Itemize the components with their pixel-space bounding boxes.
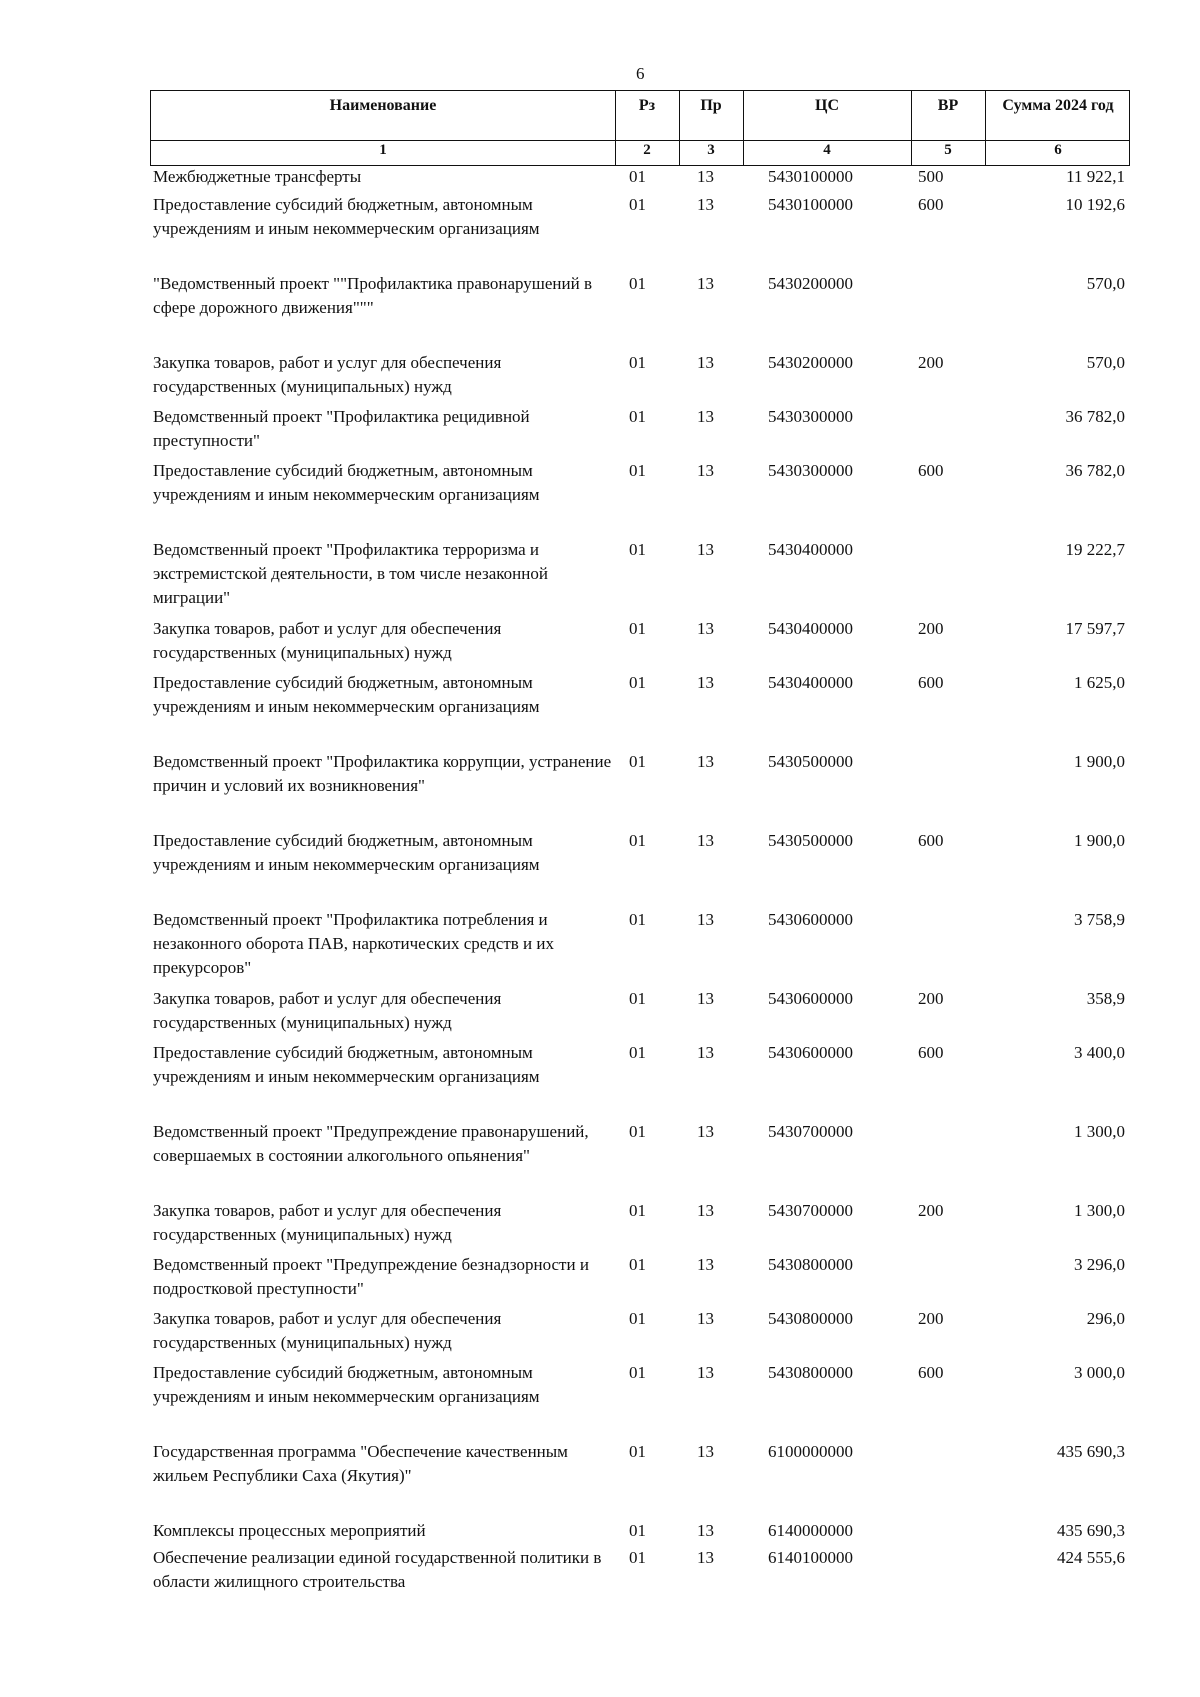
row-name: Ведомственный проект "Профилактика коррупции, устранение причин и условий их возникновения" (153, 752, 612, 795)
row-pr: 13 (697, 1201, 714, 1220)
row-rz: 01 (629, 831, 646, 850)
row-pr: 13 (697, 831, 714, 850)
row-cs: 5430500000 (768, 831, 853, 850)
row-vr: 600 (918, 1043, 944, 1062)
row-name: Предоставление субсидий бюджетным, автономным учреждениям и иным некоммерческим организациям (153, 673, 540, 716)
row-vr: 200 (918, 1309, 944, 1328)
row-rz: 01 (629, 752, 646, 771)
row-rz: 01 (629, 1521, 646, 1540)
row-sum: 296,0 (1086, 1309, 1125, 1328)
row-name: Предоставление субсидий бюджетным, автономным учреждениям и иным некоммерческим организациям (153, 461, 540, 504)
row-cs: 5430300000 (768, 407, 853, 426)
row-rz: 01 (629, 407, 646, 426)
row-pr: 13 (697, 1043, 714, 1062)
row-pr: 13 (697, 195, 714, 214)
row-rz: 01 (629, 167, 646, 186)
row-name: Закупка товаров, работ и услуг для обеспечения государственных (муниципальных) нужд (153, 1309, 502, 1352)
row-vr: 600 (918, 461, 944, 480)
row-sum: 435 690,3 (1057, 1442, 1125, 1461)
row-sum: 17 597,7 (1065, 619, 1125, 638)
header-num-1: 1 (379, 142, 387, 158)
row-name: Закупка товаров, работ и услуг для обеспечения государственных (муниципальных) нужд (153, 619, 502, 662)
row-cs: 5430800000 (768, 1363, 853, 1382)
row-name: Закупка товаров, работ и услуг для обеспечения государственных (муниципальных) нужд (153, 353, 502, 396)
row-pr: 13 (697, 274, 714, 293)
row-rz: 01 (629, 274, 646, 293)
row-vr: 200 (918, 1201, 944, 1220)
header-num-3: 3 (707, 142, 715, 158)
header-vr: ВР (937, 97, 959, 114)
row-sum: 435 690,3 (1057, 1521, 1125, 1540)
row-name: Государственная программа "Обеспечение качественным жильем Республики Саха (Якутия)" (153, 1442, 568, 1485)
row-cs: 5430700000 (768, 1122, 853, 1141)
row-cs: 5430300000 (768, 461, 853, 480)
row-cs: 5430600000 (768, 1043, 853, 1062)
header-num-5: 5 (944, 142, 952, 158)
row-vr: 600 (918, 673, 944, 692)
row-rz: 01 (629, 461, 646, 480)
row-pr: 13 (697, 1521, 714, 1540)
header-num-6: 6 (1054, 142, 1062, 158)
row-rz: 01 (629, 673, 646, 692)
row-name: Предоставление субсидий бюджетным, автономным учреждениям и иным некоммерческим организациям (153, 831, 540, 874)
row-pr: 13 (697, 1255, 714, 1274)
row-vr: 600 (918, 195, 944, 214)
row-cs: 5430400000 (768, 673, 853, 692)
row-sum: 3 000,0 (1074, 1363, 1125, 1382)
row-cs: 6100000000 (768, 1442, 853, 1461)
row-sum: 36 782,0 (1065, 461, 1125, 480)
row-cs: 6140000000 (768, 1521, 853, 1540)
row-cs: 5430100000 (768, 195, 853, 214)
row-pr: 13 (697, 619, 714, 638)
row-cs: 5430700000 (768, 1201, 853, 1220)
header-divider (151, 140, 1129, 141)
row-sum: 358,9 (1086, 989, 1125, 1008)
header-rz: Рз (638, 97, 656, 114)
row-pr: 13 (697, 673, 714, 692)
row-cs: 5430400000 (768, 540, 853, 559)
row-sum: 10 192,6 (1065, 195, 1125, 214)
row-pr: 13 (697, 1442, 714, 1461)
row-sum: 3 296,0 (1074, 1255, 1125, 1274)
row-sum: 570,0 (1086, 353, 1125, 372)
row-name: Ведомственный проект "Предупреждение безнадзорности и подростковой преступности" (153, 1255, 589, 1298)
row-name: Закупка товаров, работ и услуг для обеспечения государственных (муниципальных) нужд (153, 1201, 502, 1244)
header-num-4: 4 (823, 142, 831, 158)
row-name: Ведомственный проект "Профилактика терроризма и экстремистской деятельности, в том числе незаконной миграции" (153, 540, 548, 607)
row-name: Предоставление субсидий бюджетным, автономным учреждениям и иным некоммерческим организациям (153, 1043, 540, 1086)
row-cs: 5430200000 (768, 274, 853, 293)
row-rz: 01 (629, 1255, 646, 1274)
row-sum: 1 900,0 (1074, 752, 1125, 771)
row-pr: 13 (697, 1548, 714, 1567)
row-pr: 13 (697, 752, 714, 771)
row-rz: 01 (629, 1043, 646, 1062)
row-pr: 13 (697, 540, 714, 559)
header-cs: ЦС (815, 97, 839, 114)
row-name: Обеспечение реализации единой государственной политики в области жилищного строительства (153, 1548, 602, 1591)
row-rz: 01 (629, 353, 646, 372)
row-vr: 200 (918, 619, 944, 638)
row-rz: 01 (629, 910, 646, 929)
row-vr: 600 (918, 831, 944, 850)
row-cs: 5430800000 (768, 1255, 853, 1274)
row-sum: 570,0 (1086, 274, 1125, 293)
row-sum: 1 900,0 (1074, 831, 1125, 850)
row-sum: 3 758,9 (1074, 910, 1125, 929)
row-sum: 1 625,0 (1074, 673, 1125, 692)
row-sum: 3 400,0 (1074, 1043, 1125, 1062)
row-pr: 13 (697, 910, 714, 929)
row-rz: 01 (629, 1548, 646, 1567)
row-rz: 01 (629, 1309, 646, 1328)
page-number: 6 (636, 64, 645, 83)
row-sum: 19 222,7 (1065, 540, 1125, 559)
header-pr: Пр (700, 97, 722, 114)
row-name: Ведомственный проект "Предупреждение правонарушений, совершаемых в состоянии алкогольного опьянения" (153, 1122, 589, 1165)
row-rz: 01 (629, 195, 646, 214)
row-name: Закупка товаров, работ и услуг для обеспечения государственных (муниципальных) нужд (153, 989, 502, 1032)
row-pr: 13 (697, 461, 714, 480)
row-cs: 5430600000 (768, 989, 853, 1008)
header-num-2: 2 (643, 142, 651, 158)
row-sum: 36 782,0 (1065, 407, 1125, 426)
row-rz: 01 (629, 540, 646, 559)
row-cs: 6140100000 (768, 1548, 853, 1567)
row-rz: 01 (629, 1363, 646, 1382)
row-rz: 01 (629, 1122, 646, 1141)
row-cs: 5430800000 (768, 1309, 853, 1328)
row-pr: 13 (697, 353, 714, 372)
row-sum: 424 555,6 (1057, 1548, 1125, 1567)
row-name: Межбюджетные трансферты (153, 167, 362, 186)
row-name: Предоставление субсидий бюджетным, автономным учреждениям и иным некоммерческим организациям (153, 195, 540, 238)
row-pr: 13 (697, 1122, 714, 1141)
row-cs: 5430400000 (768, 619, 853, 638)
header-sum: Сумма 2024 год (1002, 97, 1114, 114)
row-sum: 1 300,0 (1074, 1122, 1125, 1141)
row-cs: 5430600000 (768, 910, 853, 929)
row-sum: 1 300,0 (1074, 1201, 1125, 1220)
row-vr: 600 (918, 1363, 944, 1382)
row-name: Комплексы процессных мероприятий (153, 1521, 426, 1540)
row-vr: 200 (918, 989, 944, 1008)
row-cs: 5430100000 (768, 167, 853, 186)
row-rz: 01 (629, 989, 646, 1008)
row-cs: 5430500000 (768, 752, 853, 771)
row-pr: 13 (697, 1363, 714, 1382)
row-rz: 01 (629, 1201, 646, 1220)
row-name: Ведомственный проект "Профилактика потребления и незаконного оборота ПАВ, наркотических средств и их прекурсоров" (153, 910, 554, 977)
row-rz: 01 (629, 619, 646, 638)
row-rz: 01 (629, 1442, 646, 1461)
row-pr: 13 (697, 167, 714, 186)
header-name: Наименование (329, 97, 437, 114)
row-pr: 13 (697, 407, 714, 426)
row-name: Предоставление субсидий бюджетным, автономным учреждениям и иным некоммерческим организациям (153, 1363, 540, 1406)
row-name: "Ведомственный проект ""Профилактика правонарушений в сфере дорожного движения""" (153, 274, 592, 317)
row-vr: 500 (918, 167, 944, 186)
row-vr: 200 (918, 353, 944, 372)
row-name: Ведомственный проект "Профилактика рецидивной преступности" (153, 407, 530, 450)
row-sum: 11 922,1 (1066, 167, 1125, 186)
row-cs: 5430200000 (768, 353, 853, 372)
table-header (150, 90, 1130, 166)
row-pr: 13 (697, 989, 714, 1008)
row-pr: 13 (697, 1309, 714, 1328)
